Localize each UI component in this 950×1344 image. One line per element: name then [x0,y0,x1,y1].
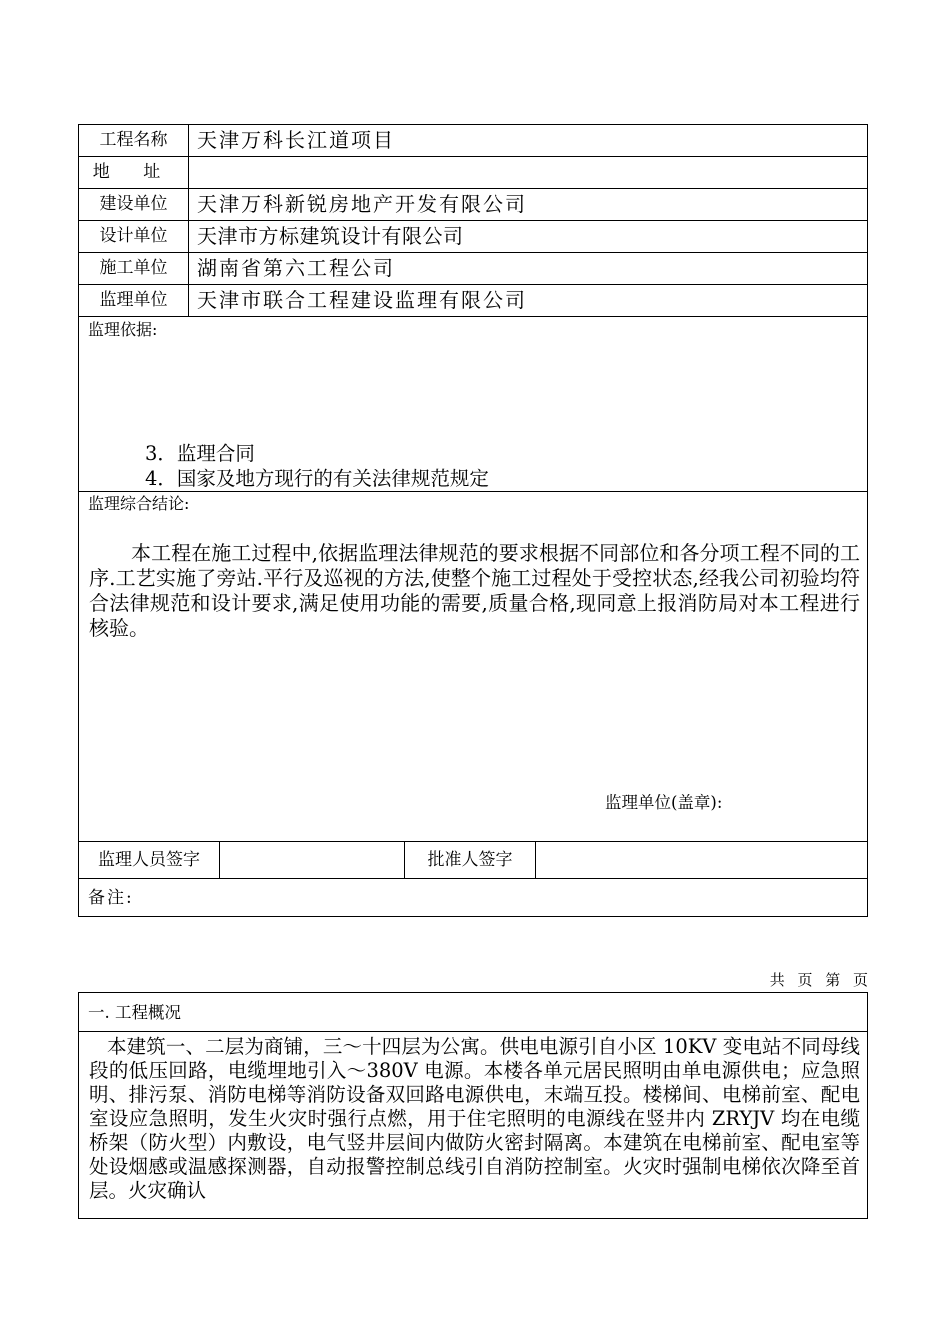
label-contractor: 施工单位 [99,258,168,278]
label-designer: 设计单位 [99,226,168,246]
basis-title: 监理依据: [88,320,158,339]
supervisor-signature-label: 监理人员签字 [98,850,200,870]
value-contractor: 湖南省第六工程公司 [197,256,395,280]
label-project-name: 工程名称 [99,130,168,150]
approver-signature-label: 批准人签字 [427,850,513,870]
approver-signature-field[interactable] [536,842,867,878]
basis-item: 4．国家及地方现行的有关法律规范规定 [145,467,489,490]
supervisor-signature-field[interactable] [220,842,404,878]
label-owner: 建设单位 [99,194,168,214]
basis-item: 3．监理合同 [145,442,255,465]
page-number: 共 页 第 页 [769,971,872,989]
value-project-name: 天津万科长江道项目 [197,128,395,152]
value-supervisor: 天津市联合工程建设监理有限公司 [197,288,527,312]
conclusion-text: 本工程在施工过程中,依据监理法律规范的要求根据不同部位和各分项工程不同的工序.工艺实施了旁站.平行及巡视的方法,使整个施工过程处于受控状态,经我公司初验均符合法律规范和设计要求,满足使用功能的需要,质量合格,现同意上报消防局对本工程进行核验。 [89,541,860,640]
label-address: 地 址 [92,162,175,182]
label-supervisor: 监理单位 [99,290,168,310]
value-designer: 天津市方标建筑设计有限公司 [197,224,464,248]
stamp-label: 监理单位(盖章): [605,793,723,812]
value-owner: 天津万科新锐房地产开发有限公司 [197,192,527,216]
overview-title: 一. 工程概况 [88,1003,181,1022]
conclusion-title: 监理综合结论: [88,494,190,513]
remark-label: 备注: [88,888,134,908]
overview-text: 本建筑一、二层为商铺，三～十四层为公寓。供电电源引自小区 10KV 变电站不同母线段的低压回路，电缆埋地引入～380V 电源。本楼各单元居民照明由单电源供电；应急照明、排污泵、消防电梯等消防设备双回路电源供电，末端互投。楼梯间、电梯前室、配电室设应急照明，发生火灾时强行点燃，用于住宅照明的电源线在竖井内 ZRYJV 均在电缆桥架（防火型）内敷设，电气竖井层间内做防火密封隔离。本建筑在电梯前室、配电室等处设烟感或温感探测器，自动报警控制总线引自消防控制室。火灾时强制电梯依次降至首层。火灾确认 [89,1035,860,1202]
